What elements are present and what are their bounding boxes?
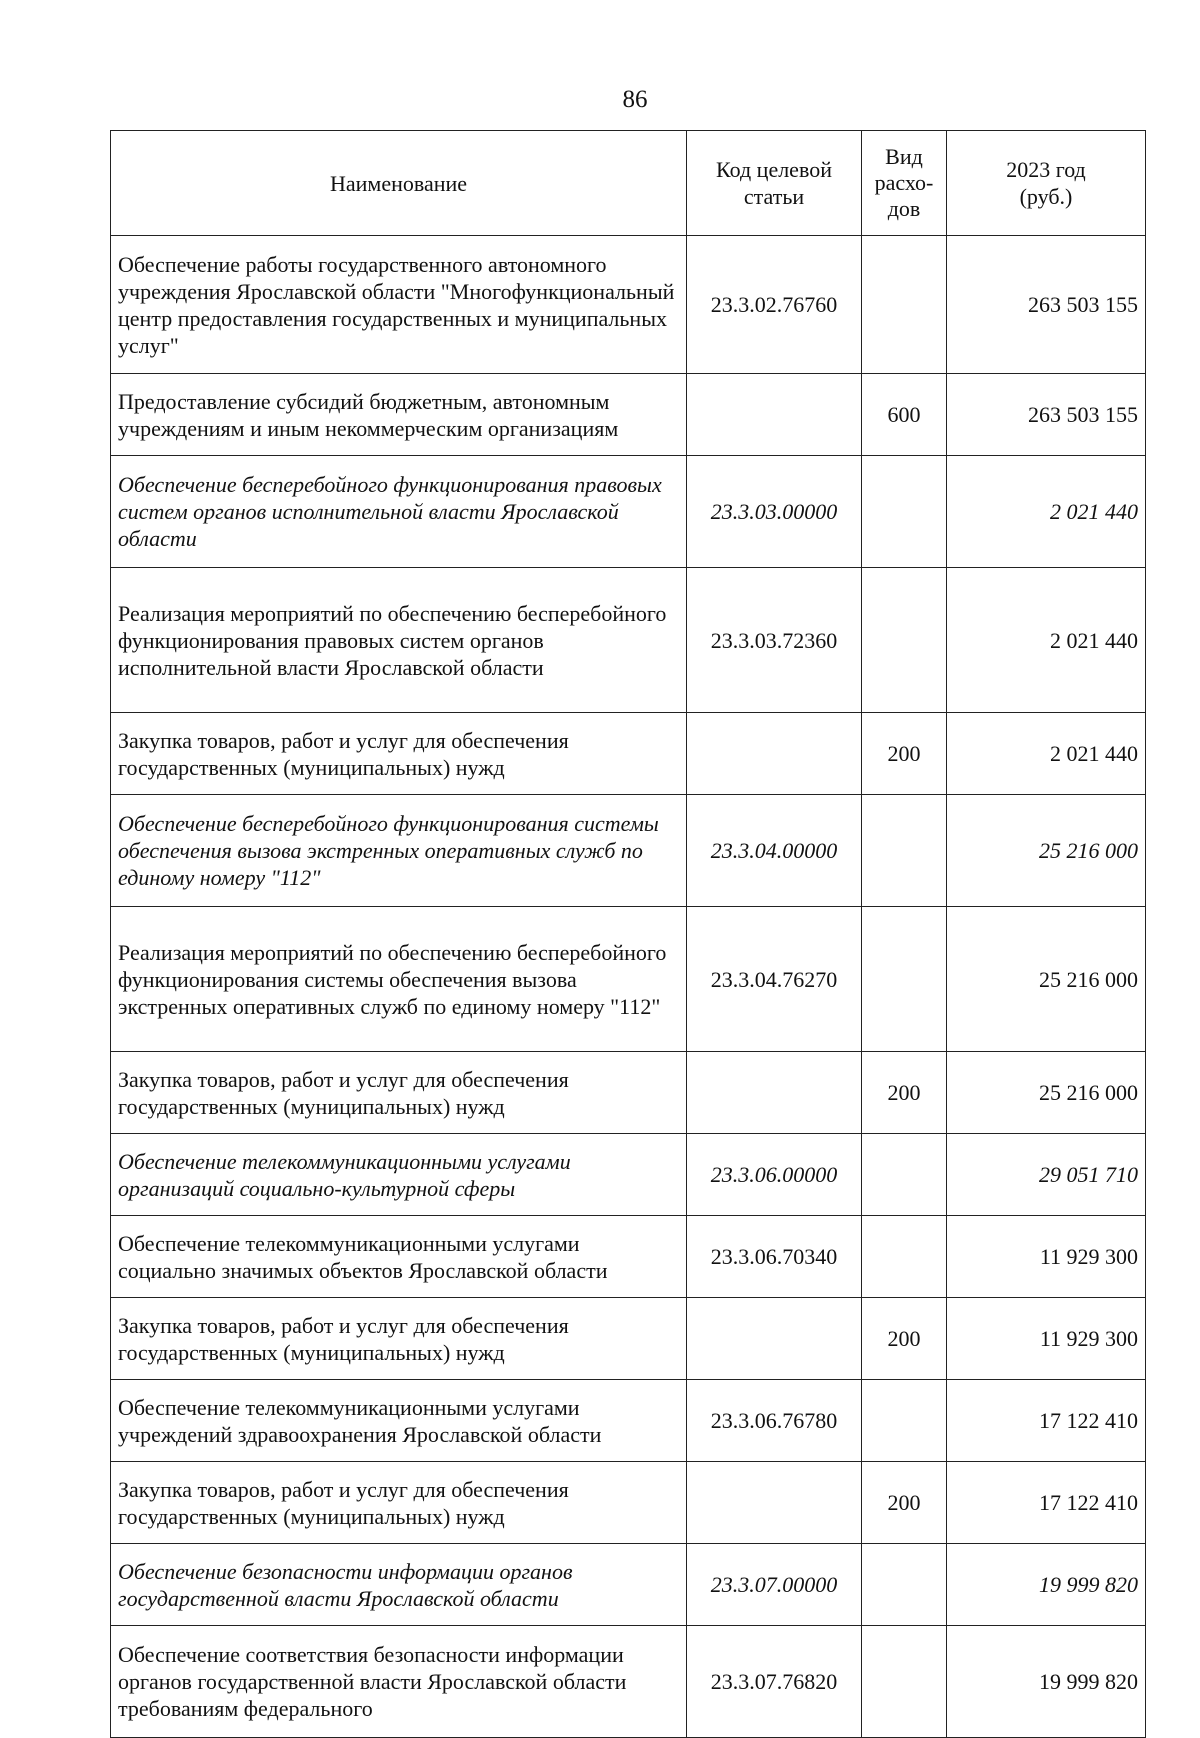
row-vid — [862, 1380, 947, 1462]
row-amount: 25 216 000 — [947, 795, 1146, 907]
row-code: 23.3.04.00000 — [687, 795, 862, 907]
header-code-line2: статьи — [743, 184, 805, 209]
row-amount: 263 503 155 — [947, 374, 1146, 456]
table-row — [111, 713, 1146, 795]
table-row — [111, 1298, 1146, 1380]
row-code — [687, 713, 862, 795]
table-row — [111, 1626, 1146, 1738]
row-amount: 11 929 300 — [947, 1216, 1146, 1298]
row-name: Закупка товаров, работ и услуг для обеспечения государственных (муниципальных) нужд — [111, 1298, 687, 1380]
row-code: 23.3.06.70340 — [687, 1216, 862, 1298]
row-code: 23.3.02.76760 — [687, 236, 862, 374]
row-amount: 2 021 440 — [947, 713, 1146, 795]
row-amount: 17 122 410 — [947, 1462, 1146, 1544]
table-row — [111, 1462, 1146, 1544]
row-code — [687, 1462, 862, 1544]
row-name: Закупка товаров, работ и услуг для обеспечения государственных (муниципальных) нужд — [111, 713, 687, 795]
row-amount: 29 051 710 — [947, 1134, 1146, 1216]
row-vid: 200 — [862, 1462, 947, 1544]
row-code: 23.3.03.72360 — [687, 568, 862, 713]
row-vid — [862, 795, 947, 907]
table-row — [111, 456, 1146, 568]
row-code — [687, 374, 862, 456]
row-name: Обеспечение бесперебойного функционирования правовых систем органов исполнительной власти Ярославской области — [111, 456, 687, 568]
table-row — [111, 1134, 1146, 1216]
table-row — [111, 1216, 1146, 1298]
row-amount: 25 216 000 — [947, 907, 1146, 1052]
row-vid — [862, 236, 947, 374]
row-amount: 2 021 440 — [947, 568, 1146, 713]
row-vid — [862, 1626, 947, 1738]
header-amount-line2: (руб.) — [1019, 184, 1073, 209]
row-amount: 263 503 155 — [947, 236, 1146, 374]
row-vid: 200 — [862, 1052, 947, 1134]
row-name: Обеспечение телекоммуникационными услугами организаций социально-культурной сферы — [111, 1134, 687, 1216]
header-amount — [947, 131, 1146, 236]
row-vid — [862, 907, 947, 1052]
header-vid-line1: Вид — [885, 144, 923, 169]
row-code: 23.3.07.00000 — [687, 1544, 862, 1626]
row-vid — [862, 568, 947, 713]
row-vid — [862, 1216, 947, 1298]
header-vid-line2: расхо- — [874, 170, 934, 195]
header-vid-line3: дов — [887, 196, 921, 221]
row-amount: 2 021 440 — [947, 456, 1146, 568]
row-name: Предоставление субсидий бюджетным, автономным учреждениям и иным некоммерческим организациям — [111, 374, 687, 456]
row-name: Обеспечение безопасности информации органов государственной власти Ярославской области — [111, 1544, 687, 1626]
table-header-row — [111, 131, 1146, 236]
header-code-line1: Код целевой — [716, 157, 832, 182]
row-vid: 200 — [862, 713, 947, 795]
row-vid — [862, 456, 947, 568]
row-code: 23.3.06.76780 — [687, 1380, 862, 1462]
header-vid — [862, 131, 947, 236]
row-name: Обеспечение работы государственного автономного учреждения Ярославской области "Многофункциональный центр предоставления государственных и муниципальных услуг" — [111, 236, 687, 374]
row-code: 23.3.04.76270 — [687, 907, 862, 1052]
table-body — [111, 236, 1146, 1738]
table-row — [111, 236, 1146, 374]
row-name: Реализация мероприятий по обеспечению бесперебойного функционирования правовых систем органов исполнительной власти Ярославской области — [111, 568, 687, 713]
row-name: Обеспечение соответствия безопасности информации органов государственной власти Ярославской области требованиям федерального — [111, 1626, 687, 1738]
header-name-label: Наименование — [329, 170, 468, 196]
table-row — [111, 1380, 1146, 1462]
row-code — [687, 1298, 862, 1380]
row-name: Обеспечение телекоммуникационными услугами учреждений здравоохранения Ярославской области — [111, 1380, 687, 1462]
table-row — [111, 1052, 1146, 1134]
header-name — [111, 131, 687, 236]
row-name: Закупка товаров, работ и услуг для обеспечения государственных (муниципальных) нужд — [111, 1052, 687, 1134]
budget-table — [110, 130, 1146, 1738]
row-code: 23.3.07.76820 — [687, 1626, 862, 1738]
row-vid: 600 — [862, 374, 947, 456]
table-row — [111, 374, 1146, 456]
row-name: Закупка товаров, работ и услуг для обеспечения государственных (муниципальных) нужд — [111, 1462, 687, 1544]
row-name: Обеспечение бесперебойного функционирования системы обеспечения вызова экстренных оперативных служб по единому номеру "112" — [111, 795, 687, 907]
page-number: 86 — [622, 86, 648, 113]
row-vid — [862, 1134, 947, 1216]
row-code: 23.3.06.00000 — [687, 1134, 862, 1216]
header-code — [687, 131, 862, 236]
row-amount: 11 929 300 — [947, 1298, 1146, 1380]
table-row — [111, 907, 1146, 1052]
row-amount: 19 999 820 — [947, 1626, 1146, 1738]
row-amount: 17 122 410 — [947, 1380, 1146, 1462]
row-vid — [862, 1544, 947, 1626]
table-row — [111, 795, 1146, 907]
row-code: 23.3.03.00000 — [687, 456, 862, 568]
header-amount-line1: 2023 год — [1006, 157, 1086, 182]
row-amount: 25 216 000 — [947, 1052, 1146, 1134]
row-name: Обеспечение телекоммуникационными услугами социально значимых объектов Ярославской области — [111, 1216, 687, 1298]
row-amount: 19 999 820 — [947, 1544, 1146, 1626]
table-row — [111, 1544, 1146, 1626]
row-code — [687, 1052, 862, 1134]
row-name: Реализация мероприятий по обеспечению бесперебойного функционирования системы обеспечения вызова экстренных оперативных служб по единому номеру "112" — [111, 907, 687, 1052]
row-vid: 200 — [862, 1298, 947, 1380]
table-row — [111, 568, 1146, 713]
